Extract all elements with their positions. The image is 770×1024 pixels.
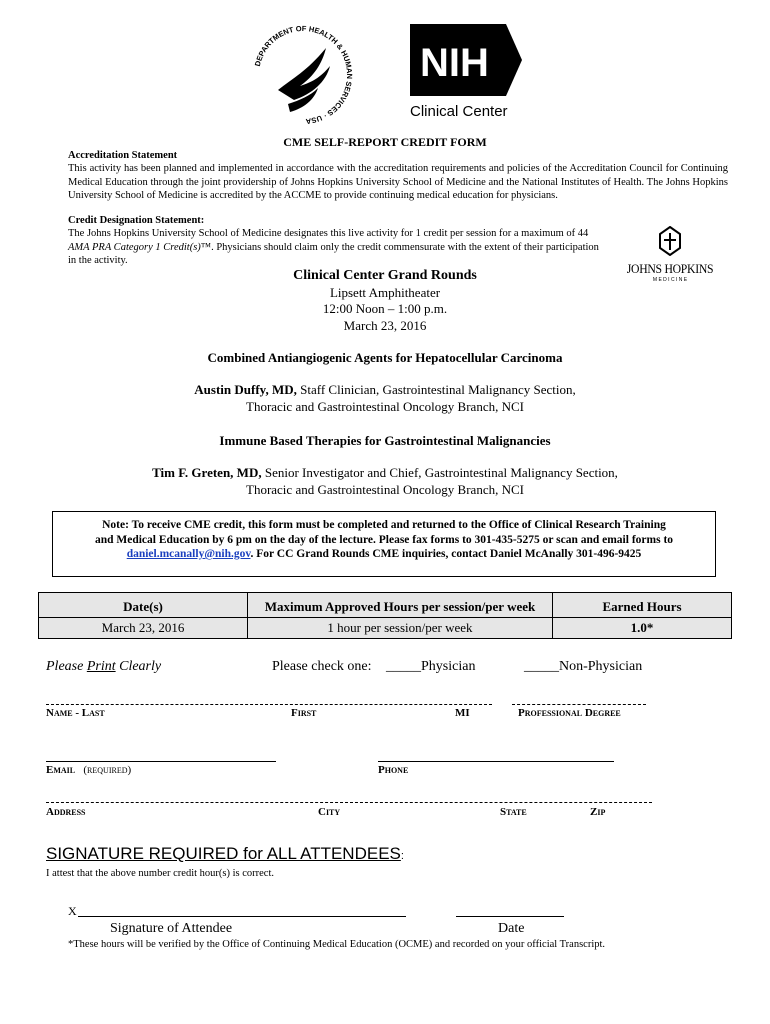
- label-name-last: Name - Last: [46, 707, 105, 719]
- col-header-dates: Date(s): [39, 593, 248, 618]
- non-physician-option[interactable]: _____Non-Physician: [524, 659, 643, 674]
- signature-input-line[interactable]: [78, 916, 406, 917]
- attest-text: I attest that the above number credit hour(s) is correct.: [46, 868, 274, 879]
- talk-2-title: Immune Based Therapies for Gastrointestinal Malignancies: [219, 433, 551, 448]
- footnote: *These hours will be verified by the Office of Continuing Medical Education (OCME) and recorded on your official Transcript.: [68, 939, 606, 950]
- signature-x: X: [68, 904, 77, 918]
- date-input-line[interactable]: [456, 916, 564, 917]
- degree-input-line[interactable]: [512, 704, 646, 705]
- event-date: March 23, 2016: [343, 317, 427, 333]
- event-time: 12:00 Noon – 1:00 p.m.: [322, 301, 448, 316]
- cell-date: March 23, 2016: [39, 618, 248, 639]
- physician-option[interactable]: _____Physician: [386, 659, 476, 674]
- label-address: Address: [46, 806, 86, 818]
- talk-1-speaker: Austin Duffy, MD, Staff Clinician, Gastrointestinal Malignancy Section, Thoracic and Gastrointestinal Oncology Branch, NCI: [194, 382, 576, 414]
- col-header-max-hours: Maximum Approved Hours per session/per week: [248, 593, 553, 618]
- form-title: CME SELF-REPORT CREDIT FORM: [283, 135, 487, 149]
- jh-shield-icon: [656, 226, 684, 256]
- phone-input-line[interactable]: [378, 761, 614, 762]
- note-box: Note: To receive CME credit, this form must be completed and returned to the Office of Clinical Research Training and Medical Education by 6 pm on the day of the lecture. Please fax forms to 301-435-5275 or scan and email forms to daniel.mcanally@nih.gov. For CC Grand Rounds CME inquiries, contact Daniel McAnally 301-496-9425: [52, 511, 716, 577]
- email-input-line[interactable]: [46, 761, 276, 762]
- print-clearly: Please Print Clearly: [46, 659, 162, 674]
- cell-earned: 1.0*: [553, 618, 732, 639]
- label-state: State: [500, 806, 527, 818]
- label-mi: MI: [455, 707, 470, 719]
- talk-2-speaker: Tim F. Greten, MD, Senior Investigator and Chief, Gastrointestinal Malignancy Section, Thoracic and Gastrointestinal Oncology Branch, NCI: [152, 465, 618, 497]
- signature-heading: SIGNATURE REQUIRED for ALL ATTENDEES:: [46, 844, 404, 863]
- jh-name: JOHNS HOPKINS: [626, 261, 714, 276]
- event-title: Clinical Center Grand Rounds: [293, 268, 477, 283]
- check-one-label: Please check one:: [272, 659, 372, 674]
- cell-max-hours: 1 hour per session/per week: [248, 618, 553, 639]
- label-degree: Professional Degree: [518, 707, 621, 719]
- address-input-line[interactable]: [46, 802, 652, 803]
- accreditation-heading: Accreditation Statement: [68, 150, 178, 161]
- date-label: Date: [498, 921, 525, 936]
- label-email: Email (required): [46, 764, 132, 776]
- col-header-earned: Earned Hours: [553, 593, 732, 618]
- jh-sub: M E D I C I N E: [652, 277, 688, 283]
- signature-label: Signature of Attendee: [110, 921, 233, 936]
- event-block: [235, 268, 535, 334]
- credit-body: The Johns Hopkins University School of Medicine designates this live activity for 1 credit per session for a maximum of 44 AMA PRA Category 1 Credit(s)™. Physicians should claim only the credit commensurate with the extent of their participation in the activity.: [68, 228, 599, 266]
- name-input-line[interactable]: [46, 704, 492, 705]
- credit-heading: Credit Designation Statement:: [68, 215, 205, 226]
- label-city: City: [318, 806, 341, 818]
- nih-logo: [410, 24, 522, 120]
- hhs-logo: [248, 20, 358, 130]
- email-link[interactable]: daniel.mcanally@nih.gov: [126, 548, 251, 560]
- hours-table: [38, 592, 732, 639]
- event-venue: Lipsett Amphitheater: [329, 284, 441, 300]
- talk-1-title: Combined Antiangiogenic Agents for Hepatocellular Carcinoma: [207, 350, 563, 365]
- johns-hopkins-logo: [620, 226, 720, 283]
- label-zip: Zip: [590, 806, 606, 818]
- label-phone: Phone: [378, 764, 409, 776]
- accreditation-body: This activity has been planned and implemented in accordance with the accreditation requirements and policies of the Accreditation Council for Continuing Medical Education through the joint providership of Johns Hopkins University School of Medicine and the National Institutes of Health. The Johns Hopkins University School of Medicine is accredited by the ACCME to provide continuing medical education for physicians.: [68, 163, 728, 201]
- label-first: First: [291, 707, 317, 719]
- nih-text: NIH: [420, 41, 489, 85]
- nih-clinical-center-label: Clinical Center: [410, 103, 508, 120]
- hhs-ring-text: DEPARTMENT OF HEALTH & HUMAN SERVICES · USA: [252, 23, 355, 126]
